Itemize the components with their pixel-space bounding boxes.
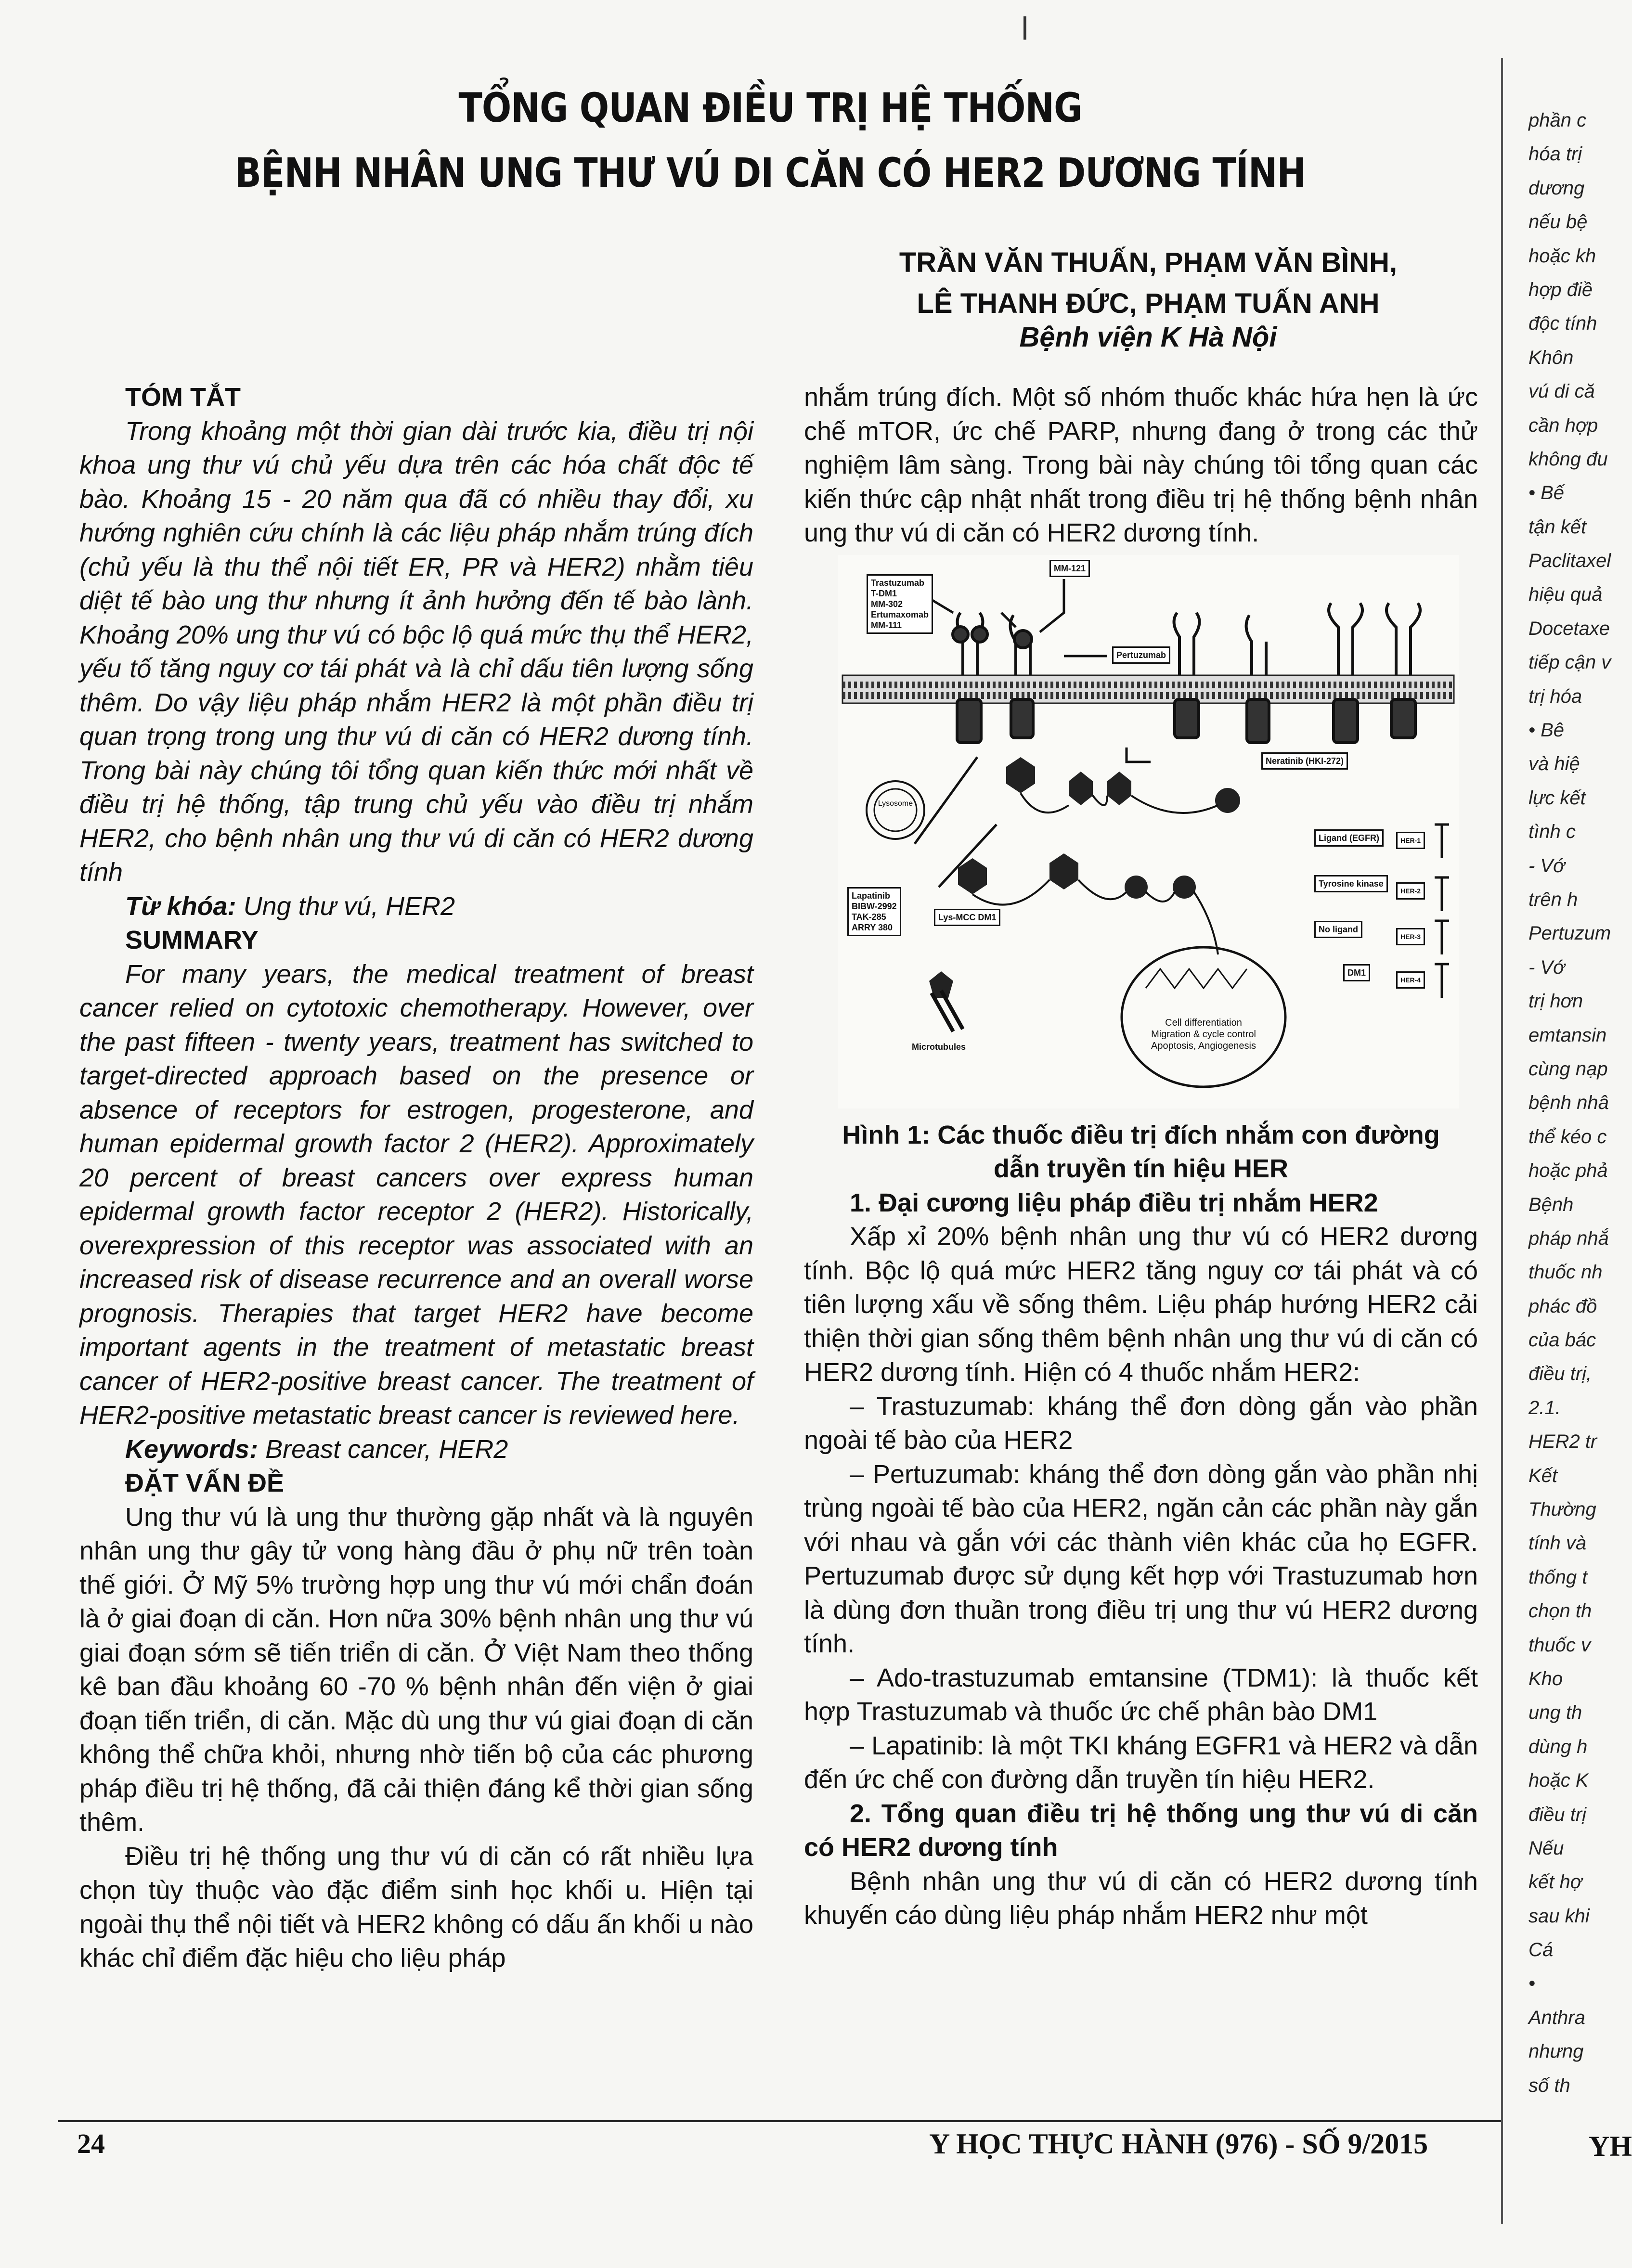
edge-line: - Vớ xyxy=(1528,855,1565,876)
summary-text: For many years, the medical treatment of breast cancer relied on cytotoxic chemotherapy. However, over the past fifteen - twenty years, treatment has switched to target-directed approach based on the presence or absence of receptors for estrogen, progesterone, and human epidermal growth factor 2 (HER2). Approximately 20 percent of breast cancers over express human epidermal growth factor receptor 2 (HER2). Historically, overexpression of this receptor was associated with an increased risk of disease recurrence and an overall worse prognosis. Therapies that target HER2 have become important agents in the treatment of metastatic breast cancer of HER2-positive breast cancer. The treatment of HER2-positive metastatic breast cancer is reviewed here. xyxy=(79,959,753,1430)
edge-line: cùng nạp xyxy=(1528,1058,1608,1080)
edge-line: hoặc phả xyxy=(1528,1160,1608,1182)
edge-line: hoặc K xyxy=(1528,1770,1589,1791)
edge-line: pháp nhắ xyxy=(1528,1227,1609,1249)
continued-paragraph: nhắm trúng đích. Một số nhóm thuốc khác hứa hẹn là ức chế mTOR, ức chế PARP, nhưng đang ở trong các thử nghiệm lâm sàng. Trong bài này chúng tôi tổng quan các kiến thức cập nhật nhất trong điều trị hệ thống bệnh nhân ung thư vú di căn có HER2 dương tính. xyxy=(804,383,1478,547)
section-2-heading: 2. Tổng quan điều trị hệ thống ung thư vú di căn có HER2 dương tính xyxy=(804,1799,1478,1862)
edge-line: phác đồ xyxy=(1528,1295,1597,1317)
edge-line: - Vớ xyxy=(1528,956,1565,978)
edge-line: sau khi xyxy=(1528,1905,1590,1927)
edge-line: hóa trị xyxy=(1528,143,1582,165)
edge-line: trị hơn xyxy=(1528,991,1583,1012)
edge-line: tính và xyxy=(1528,1533,1587,1554)
edge-line: 2.1. xyxy=(1528,1397,1561,1418)
footer-rule xyxy=(58,2120,1502,2122)
legend-receptors xyxy=(1435,825,1449,998)
box-pertuzumab: Pertuzumab xyxy=(1112,646,1170,664)
keywords-label: Keywords: xyxy=(125,1434,259,1464)
edge-line: thuốc nh xyxy=(1528,1262,1603,1283)
label-t-dm1: T-DM1 xyxy=(871,588,897,598)
legend-ligand: Ligand (EGFR) xyxy=(1314,829,1384,847)
drug-pertuzumab: – Pertuzumab: kháng thể đơn dòng gắn vào phần nhị trùng ngoài tế bào của HER2, ngăn cản các phần này gắn với nhau và gắn với các thành viên khác của họ EGFR. Pertuzumab được sử dụng kết hợp với Trastuzumab hơn là dùng đơn thuần trong điều trị ung thư vú HER2 dương tính. xyxy=(804,1459,1478,1658)
section-1-heading: 1. Đại cương liệu pháp điều trị nhắm HER2 xyxy=(850,1188,1378,1217)
edge-line: nhưng xyxy=(1528,2041,1584,2062)
edge-line: thống t xyxy=(1528,1566,1588,1588)
label-trastuzumab: Trastuzumab xyxy=(871,578,925,588)
edge-line: tình c xyxy=(1528,821,1576,843)
nucleus-line-1: Cell differentiation xyxy=(1165,1017,1242,1028)
tomtat-heading: TÓM TẮT xyxy=(125,383,241,412)
edge-line: trị hóa xyxy=(1528,685,1582,707)
article-title-line-2: BỆNH NHÂN UNG THƯ VÚ DI CĂN CÓ HER2 DƯƠNG TÍNH xyxy=(234,149,1306,196)
edge-line: không đu xyxy=(1528,448,1608,470)
left-column xyxy=(79,380,753,1975)
edge-line: chọn th xyxy=(1528,1600,1592,1622)
edge-line: dùng h xyxy=(1528,1736,1588,1757)
edge-line: Kho xyxy=(1528,1668,1563,1689)
summary-heading: SUMMARY xyxy=(125,926,259,954)
edge-line: lực kết xyxy=(1528,787,1586,809)
legend-her-3: HER-3 xyxy=(1396,928,1425,945)
edge-line: Cá xyxy=(1528,1939,1554,1961)
tukhoa-text: Ung thư vú, HER2 xyxy=(243,891,455,921)
edge-line: điều trị xyxy=(1528,1804,1587,1825)
edge-line: cần hợp xyxy=(1528,414,1598,436)
signal-molecules xyxy=(929,757,1240,998)
edge-line: số th xyxy=(1528,2075,1570,2096)
edge-line: Thường xyxy=(1528,1499,1596,1521)
tukhoa-line xyxy=(79,889,753,924)
datvande-heading: ĐẶT VẤN ĐỀ xyxy=(125,1469,285,1497)
page-gutter xyxy=(1501,58,1503,2224)
edge-line: Paclitaxel xyxy=(1528,550,1611,572)
cell-membrane xyxy=(842,675,1454,703)
edge-line: kết hợ xyxy=(1528,1871,1582,1893)
drug-trastuzumab: – Trastuzumab: kháng thể đơn dòng gắn vào phần ngoài tế bào của HER2 xyxy=(804,1392,1478,1455)
label-ertumaxomab: Ertumaxomab xyxy=(871,609,929,619)
legend-her-4: HER-4 xyxy=(1396,971,1425,989)
legend-no-ligand: No ligand xyxy=(1314,921,1362,938)
drug-tdm1: – Ado-trastuzumab emtansine (TDM1): là thuốc kết hợp Trastuzumab và thuốc ức chế phân bào DM1 xyxy=(804,1663,1478,1726)
scan-mark: ꞁ xyxy=(1021,5,1029,40)
legend-her-2: HER-2 xyxy=(1396,882,1425,900)
edge-line: trên h xyxy=(1528,889,1578,910)
figure-caption-1: Hình 1: Các thuốc điều trị đích nhắm con đường xyxy=(842,1120,1440,1149)
edge-line: • xyxy=(1528,1973,1536,1995)
legend-her-1: HER-1 xyxy=(1396,832,1425,849)
label-lysosome: Lysosome xyxy=(878,799,913,808)
tomtat-text: Trong khoảng một thời gian dài trước kia, điều trị nội khoa ung thư vú chủ yếu dựa trên các hóa chất độc tế bào. Khoảng 15 - 20 năm qua đã có nhiều thay đổi, xu hướng nghiên cứu chính là các liệu pháp nhắm trúng đích (chủ yếu là thu thể nội tiết ER, PR và HER2) nhằm tiêu diệt tế bào ung thư nhưng ít ảnh hưởng đến tế bào lành. Khoảng 20% ung thư vú có bộc lộ quá mức thụ thể HER2, yếu tố tăng nguy cơ tái phát và là chỉ dấu tiên lượng sống thêm. Do vậy liệu pháp nhắm HER2 là một phần điều trị quan trọng trong ung thư vú di căn có HER2 dương tính. Trong bài này chúng tôi tổng quan kiến thức mới nhất về điều trị hệ thống, tập trung chủ yếu vào điều trị nhắm HER2, cho bệnh nhân ung thư vú di căn có HER2 dương tính xyxy=(79,416,753,887)
edge-line: dương xyxy=(1528,177,1585,199)
edge-line: Anthra xyxy=(1528,2007,1585,2028)
nucleus-label xyxy=(1131,1017,1276,1052)
drug-lapatinib: – Lapatinib: là một TKI kháng EGFR1 và HER2 và dẫn đến ức chế con đường dẫn truyền tín hiệu HER2. xyxy=(804,1731,1478,1794)
edge-line: và hiệ xyxy=(1528,753,1580,775)
edge-line: ung th xyxy=(1528,1702,1582,1724)
edge-line: nếu bệ xyxy=(1528,211,1588,233)
edge-line: bệnh nhâ xyxy=(1528,1092,1609,1114)
edge-line: phần c xyxy=(1528,110,1587,131)
edge-line: HER2 tr xyxy=(1528,1431,1597,1453)
edge-line: thể kéo c xyxy=(1528,1126,1607,1147)
receptors xyxy=(953,603,1420,743)
datvande-paragraph-2: Điều trị hệ thống ung thư vú di căn có rất nhiều lựa chọn tùy thuộc vào đặc điểm sinh học khối u. Hiện tại ngoài thụ thể nội tiết và HER2 không có dấu ấn khối u nào khác chỉ điểm đặc hiệu cho liệu pháp xyxy=(79,1842,753,1972)
box-lys-mcc-dm1: Lys-MCC DM1 xyxy=(934,909,1000,926)
box-neratinib: Neratinib (HKI-272) xyxy=(1261,752,1348,770)
keywords-line xyxy=(79,1432,753,1467)
box-lapatinib-group xyxy=(847,887,901,936)
edge-line: hoặc kh xyxy=(1528,245,1596,267)
edge-line: Bệnh xyxy=(1528,1194,1574,1215)
edge-line: thuốc v xyxy=(1528,1634,1591,1656)
next-page-edge-column xyxy=(1528,103,1620,2101)
next-page-footer-fragment: YH xyxy=(1589,2130,1632,2162)
authors-line-2: LÊ THANH ĐỨC, PHẠM TUẤN ANH xyxy=(917,288,1380,319)
edge-line: • Bế xyxy=(1528,482,1565,504)
nucleus-line-3: Apoptosis, Angiogenesis xyxy=(1151,1040,1256,1051)
edge-line: điều trị, xyxy=(1528,1363,1592,1385)
edge-line: vú di că xyxy=(1528,381,1595,402)
tukhoa-label: Từ khóa: xyxy=(125,891,236,921)
label-tak-285: TAK-285 xyxy=(852,912,886,922)
edge-line: Nếu xyxy=(1528,1837,1564,1859)
box-mm-121: MM-121 xyxy=(1049,560,1090,577)
article-title-line-1: TỔNG QUAN ĐIỀU TRỊ HỆ THỐNG xyxy=(458,84,1082,131)
affiliation: Bệnh viện K Hà Nội xyxy=(1019,322,1277,353)
datvande-paragraph-1: Ung thư vú là ung thư thường gặp nhất và là nguyên nhân ung thư gây tử vong hàng đầu ở phụ nữ trên toàn thế giới. Ở Mỹ 5% trường hợp ung thư vú mới chẩn đoán là ở giai đoạn di căn. Hơn nữa 30% bệnh nhân ung thư vú giai đoạn sớm sẽ tiến triển di căn. Ở Việt Nam theo thống kê ban đầu khoảng 60 -70 % bệnh nhân đến viện ở giai đoạn tiến triển, di căn. Mặc dù ung thư vú giai đoạn di căn không thể chữa khỏi, nhưng nhờ tiến bộ của các phương pháp điều trị hệ thống, đã cải thiện đáng kể thời gian sống thêm. xyxy=(79,1502,753,1837)
right-column xyxy=(804,380,1478,1933)
label-lapatinib: Lapatinib xyxy=(852,890,890,901)
authors-line-1: TRẦN VĂN THUẤN, PHẠM VĂN BÌNH, xyxy=(899,247,1398,278)
pathway-curves xyxy=(972,793,1218,954)
label-microtubules: Microtubules xyxy=(911,1042,966,1052)
figure-caption-2: dẫn truyền tín hiệu HER xyxy=(993,1154,1289,1183)
edge-line: Pertuzum xyxy=(1528,923,1611,944)
edge-line: Kết xyxy=(1528,1465,1558,1486)
legend-dm1: DM1 xyxy=(1343,964,1370,981)
label-mm-111: MM-111 xyxy=(871,620,902,630)
legend-tyrosine-kinase: Tyrosine kinase xyxy=(1314,875,1388,892)
keywords-text: Breast cancer, HER2 xyxy=(265,1434,508,1464)
edge-line: • Bê xyxy=(1528,720,1565,741)
edge-line: Khôn xyxy=(1528,347,1574,368)
edge-line: Docetaxe xyxy=(1528,618,1610,639)
edge-line: độc tính xyxy=(1528,313,1597,335)
journal-footer: Y HỌC THỰC HÀNH (976) - SỐ 9/2015 xyxy=(929,2128,1428,2160)
section-1-paragraph: Xấp xỉ 20% bệnh nhân ung thư vú có HER2 dương tính. Bộc lộ quá mức HER2 tăng nguy cơ tái phát và có tiên lượng xấu về sống thêm. Liệu pháp hướng HER2 cải thiện thời gian sống thêm bệnh nhân ung thư vú di căn có HER2 dương tính. Hiện có 4 thuốc nhắm HER2: xyxy=(804,1222,1478,1387)
label-mm-302: MM-302 xyxy=(871,599,903,609)
edge-line: của bác xyxy=(1528,1329,1596,1351)
edge-line: tiếp cận v xyxy=(1528,652,1611,673)
label-arry-380: ARRY 380 xyxy=(852,922,893,932)
edge-line: hiệu quả xyxy=(1528,584,1603,606)
edge-line: hợp điề xyxy=(1528,279,1593,300)
figure-her-pathway xyxy=(838,555,1459,1108)
lysosome xyxy=(867,781,924,839)
edge-line: tận kết xyxy=(1528,516,1587,538)
page-number: 24 xyxy=(77,2128,105,2159)
edge-line: emtansin xyxy=(1528,1024,1607,1046)
label-bibw-2992: BIBW-2992 xyxy=(852,901,897,911)
box-trastuzumab-group xyxy=(867,574,933,634)
section-2-paragraph: Bệnh nhân ung thư vú di căn có HER2 dương tính khuyến cáo dùng liệu pháp nhắm HER2 như một xyxy=(804,1867,1478,1930)
nucleus-line-2: Migration & cycle control xyxy=(1151,1029,1256,1040)
